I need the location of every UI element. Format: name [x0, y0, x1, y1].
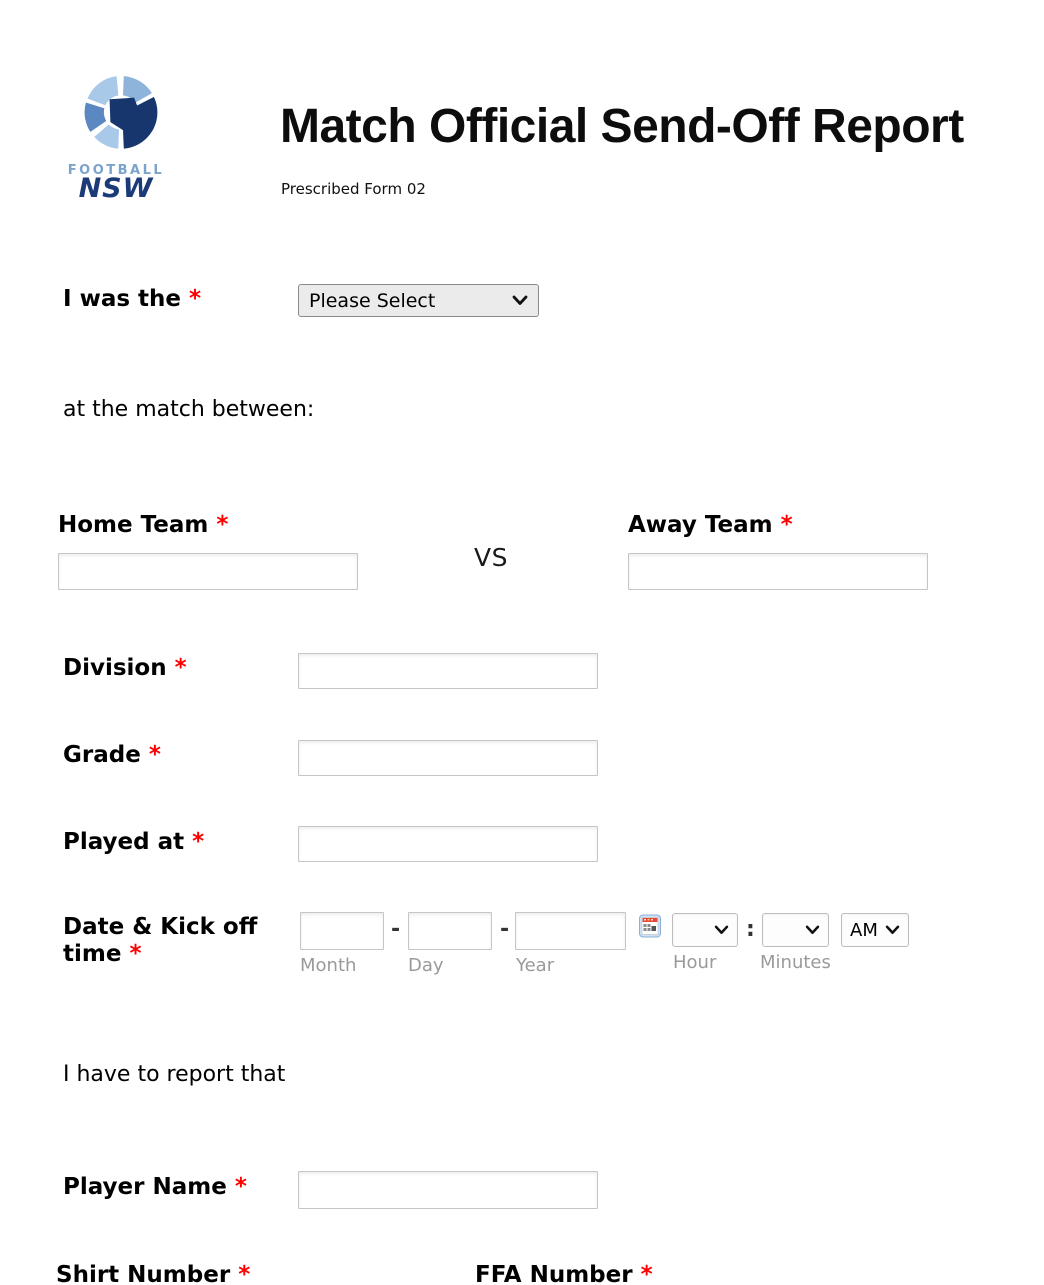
hour-hint: Hour	[673, 952, 717, 973]
day-hint: Day	[408, 955, 444, 976]
ampm-select[interactable]	[841, 913, 909, 947]
date-separator: -	[500, 917, 510, 942]
player-name-label: Player Name *	[63, 1174, 247, 1200]
required-asterisk: *	[234, 1174, 247, 1200]
division-label: Division *	[63, 655, 187, 681]
minutes-select[interactable]	[762, 913, 829, 947]
year-hint: Year	[516, 955, 555, 976]
required-asterisk: *	[174, 655, 187, 681]
role-label: I was the *	[63, 286, 202, 312]
logo-word-nsw: NSW	[78, 173, 154, 204]
chevron-down-icon	[805, 925, 820, 935]
away-team-input[interactable]	[628, 553, 928, 590]
required-asterisk: *	[148, 742, 161, 768]
month-input[interactable]	[300, 912, 384, 950]
division-input[interactable]	[298, 653, 598, 689]
ffa-number-label: FFA Number *	[475, 1262, 653, 1285]
vs-text: VS	[474, 543, 508, 572]
required-asterisk: *	[216, 512, 229, 538]
intro-text: at the match between:	[63, 397, 315, 422]
grade-label: Grade *	[63, 742, 161, 768]
required-asterisk: *	[129, 941, 142, 967]
calendar-icon[interactable]	[639, 914, 661, 942]
away-team-label: Away Team *	[628, 512, 793, 538]
page-subtitle: Prescribed Form 02	[281, 180, 426, 198]
played-at-label: Played at *	[63, 829, 205, 855]
home-team-label: Home Team *	[58, 512, 229, 538]
ampm-select-value: AM	[850, 919, 878, 941]
shirt-number-label: Shirt Number *	[56, 1262, 250, 1285]
report-intro-text: I have to report that	[63, 1062, 286, 1087]
datetime-label: Date & Kick off time *	[63, 914, 258, 967]
player-name-input[interactable]	[298, 1171, 598, 1209]
month-hint: Month	[300, 955, 357, 976]
grade-input[interactable]	[298, 740, 598, 776]
day-input[interactable]	[408, 912, 492, 950]
required-asterisk: *	[238, 1262, 251, 1285]
chevron-down-icon	[885, 925, 900, 935]
home-team-input[interactable]	[58, 553, 358, 590]
football-nsw-logo	[80, 74, 162, 158]
football-nsw-ball-icon	[80, 74, 162, 154]
role-select-value: Please Select	[309, 289, 436, 312]
page-title: Match Official Send-Off Report	[280, 100, 964, 153]
logo-word-football: FOOTBALL	[67, 163, 165, 178]
chevron-down-icon	[512, 295, 528, 306]
date-separator: -	[391, 917, 401, 942]
required-asterisk: *	[189, 286, 202, 312]
year-input[interactable]	[515, 912, 626, 950]
played-at-input[interactable]	[298, 826, 598, 862]
time-separator: :	[746, 917, 755, 942]
chevron-down-icon	[714, 925, 729, 935]
hour-select[interactable]	[672, 913, 738, 947]
minutes-hint: Minutes	[760, 952, 831, 973]
role-select[interactable]	[298, 284, 539, 317]
required-asterisk: *	[780, 512, 793, 538]
required-asterisk: *	[640, 1262, 653, 1285]
required-asterisk: *	[192, 829, 205, 855]
